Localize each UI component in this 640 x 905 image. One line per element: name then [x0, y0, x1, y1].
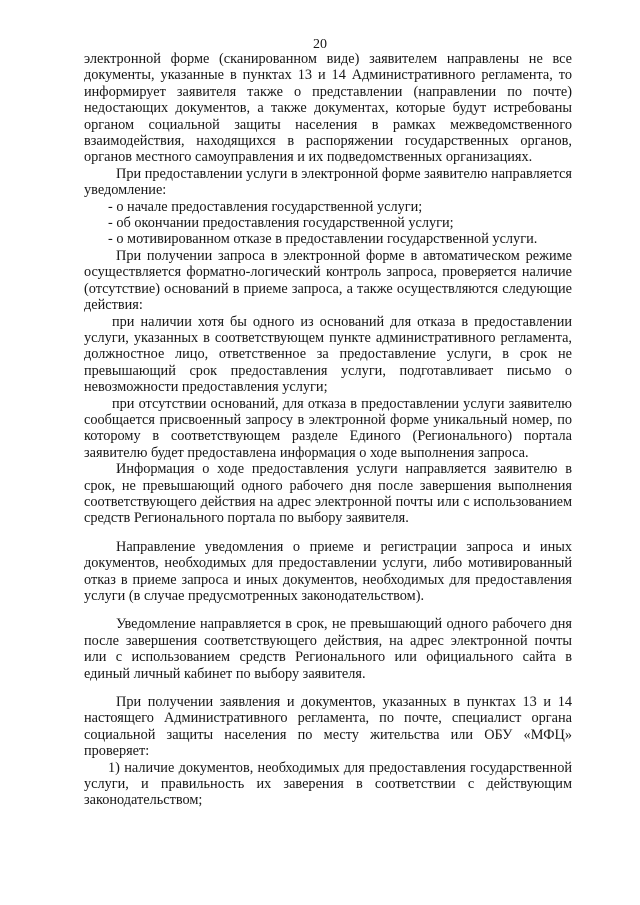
paragraph-continuation: электронной форме (сканированном виде) заявителем направлены не все документы, указанные в пунктах 13 и 14 Административного регламента, то информирует заявителя также о представлении (направлении по почте) недостающих документов, а также документах, которые будут истребованы органом социальной защиты населения в рамках межведомственного взаимодействия, находящихся в распоряжении государственных органов, органов местного самоуправления и их подведомственных организациях.	[84, 51, 572, 166]
paragraph-notification-term: Уведомление направляется в срок, не превышающий одного рабочего дня после завершения соответствующего действия, на адрес электронной почты или с использованием средств Регионального или официального сайта в единый личный кабинет по выбору заявителя.	[84, 616, 572, 682]
list-item-refusal: - о мотивированном отказе в предоставлении государственной услуги.	[108, 231, 538, 248]
paragraph-postal-receipt: При получении заявления и документов, указанных в пунктах 13 и 14 настоящего Административного регламента, по почте, специалист органа социальной защиты населения по месту жительства или ОБУ «МФЦ» проверяет:	[84, 694, 572, 760]
paragraph-progress-info: Информация о ходе предоставления услуги направляется заявителю в срок, не превышающий одного рабочего дня после завершения выполнения соответствующего действия на адрес электронной почты или с использованием средств Регионального портала по выбору заявителя.	[84, 461, 572, 527]
page-number: 20	[313, 37, 327, 52]
paragraph-notification-direction: Направление уведомления о приеме и регистрации запроса и иных документов, необходимых для предоставлении услуги, либо мотивированный отказ в приеме запроса и иных документов, необходимых для предоставления услуги (в случае предусмотренных законодательством).	[84, 538, 572, 604]
paragraph-notification-intro: При предоставлении услуги в электронной форме заявителю направляется уведомление:	[84, 165, 572, 199]
paragraph-request-control: При получении запроса в электронной форме в автоматическом режиме осуществляется форматно-логический контроль запроса, проверяется наличие (отсутствие) оснований в приеме запроса, а также осуществляются следующие действия:	[84, 247, 572, 314]
paragraph-grounds-absent: при отсутствии оснований, для отказа в предоставлении услуги заявителю сообщается присвоенный запросу в электронной форме уникальный номер, по которому в соответствующем разделе Единого (Регионального) портала заявителю будет предоставлена информация о ходе выполнения запроса.	[84, 395, 572, 461]
list-item-start: - о начале предоставления государственной услуги;	[108, 198, 423, 215]
list-item-end: - об окончании предоставления государственной услуги;	[108, 215, 454, 232]
document-body	[84, 51, 572, 809]
list-item-1: 1) наличие документов, необходимых для предоставления государственной услуги, и правильность их заверения в соответствии с действующим законодательством;	[84, 759, 572, 809]
paragraph-grounds-present: при наличии хотя бы одного из оснований для отказа в предоставлении услуги, указанных в соответствующем пункте административного регламента, должностное лицо, ответственное за предоставление услуги, в срок не превышающий срок предоставления услуги, подготавливает письмо о невозможности предоставления услуги;	[84, 313, 572, 396]
